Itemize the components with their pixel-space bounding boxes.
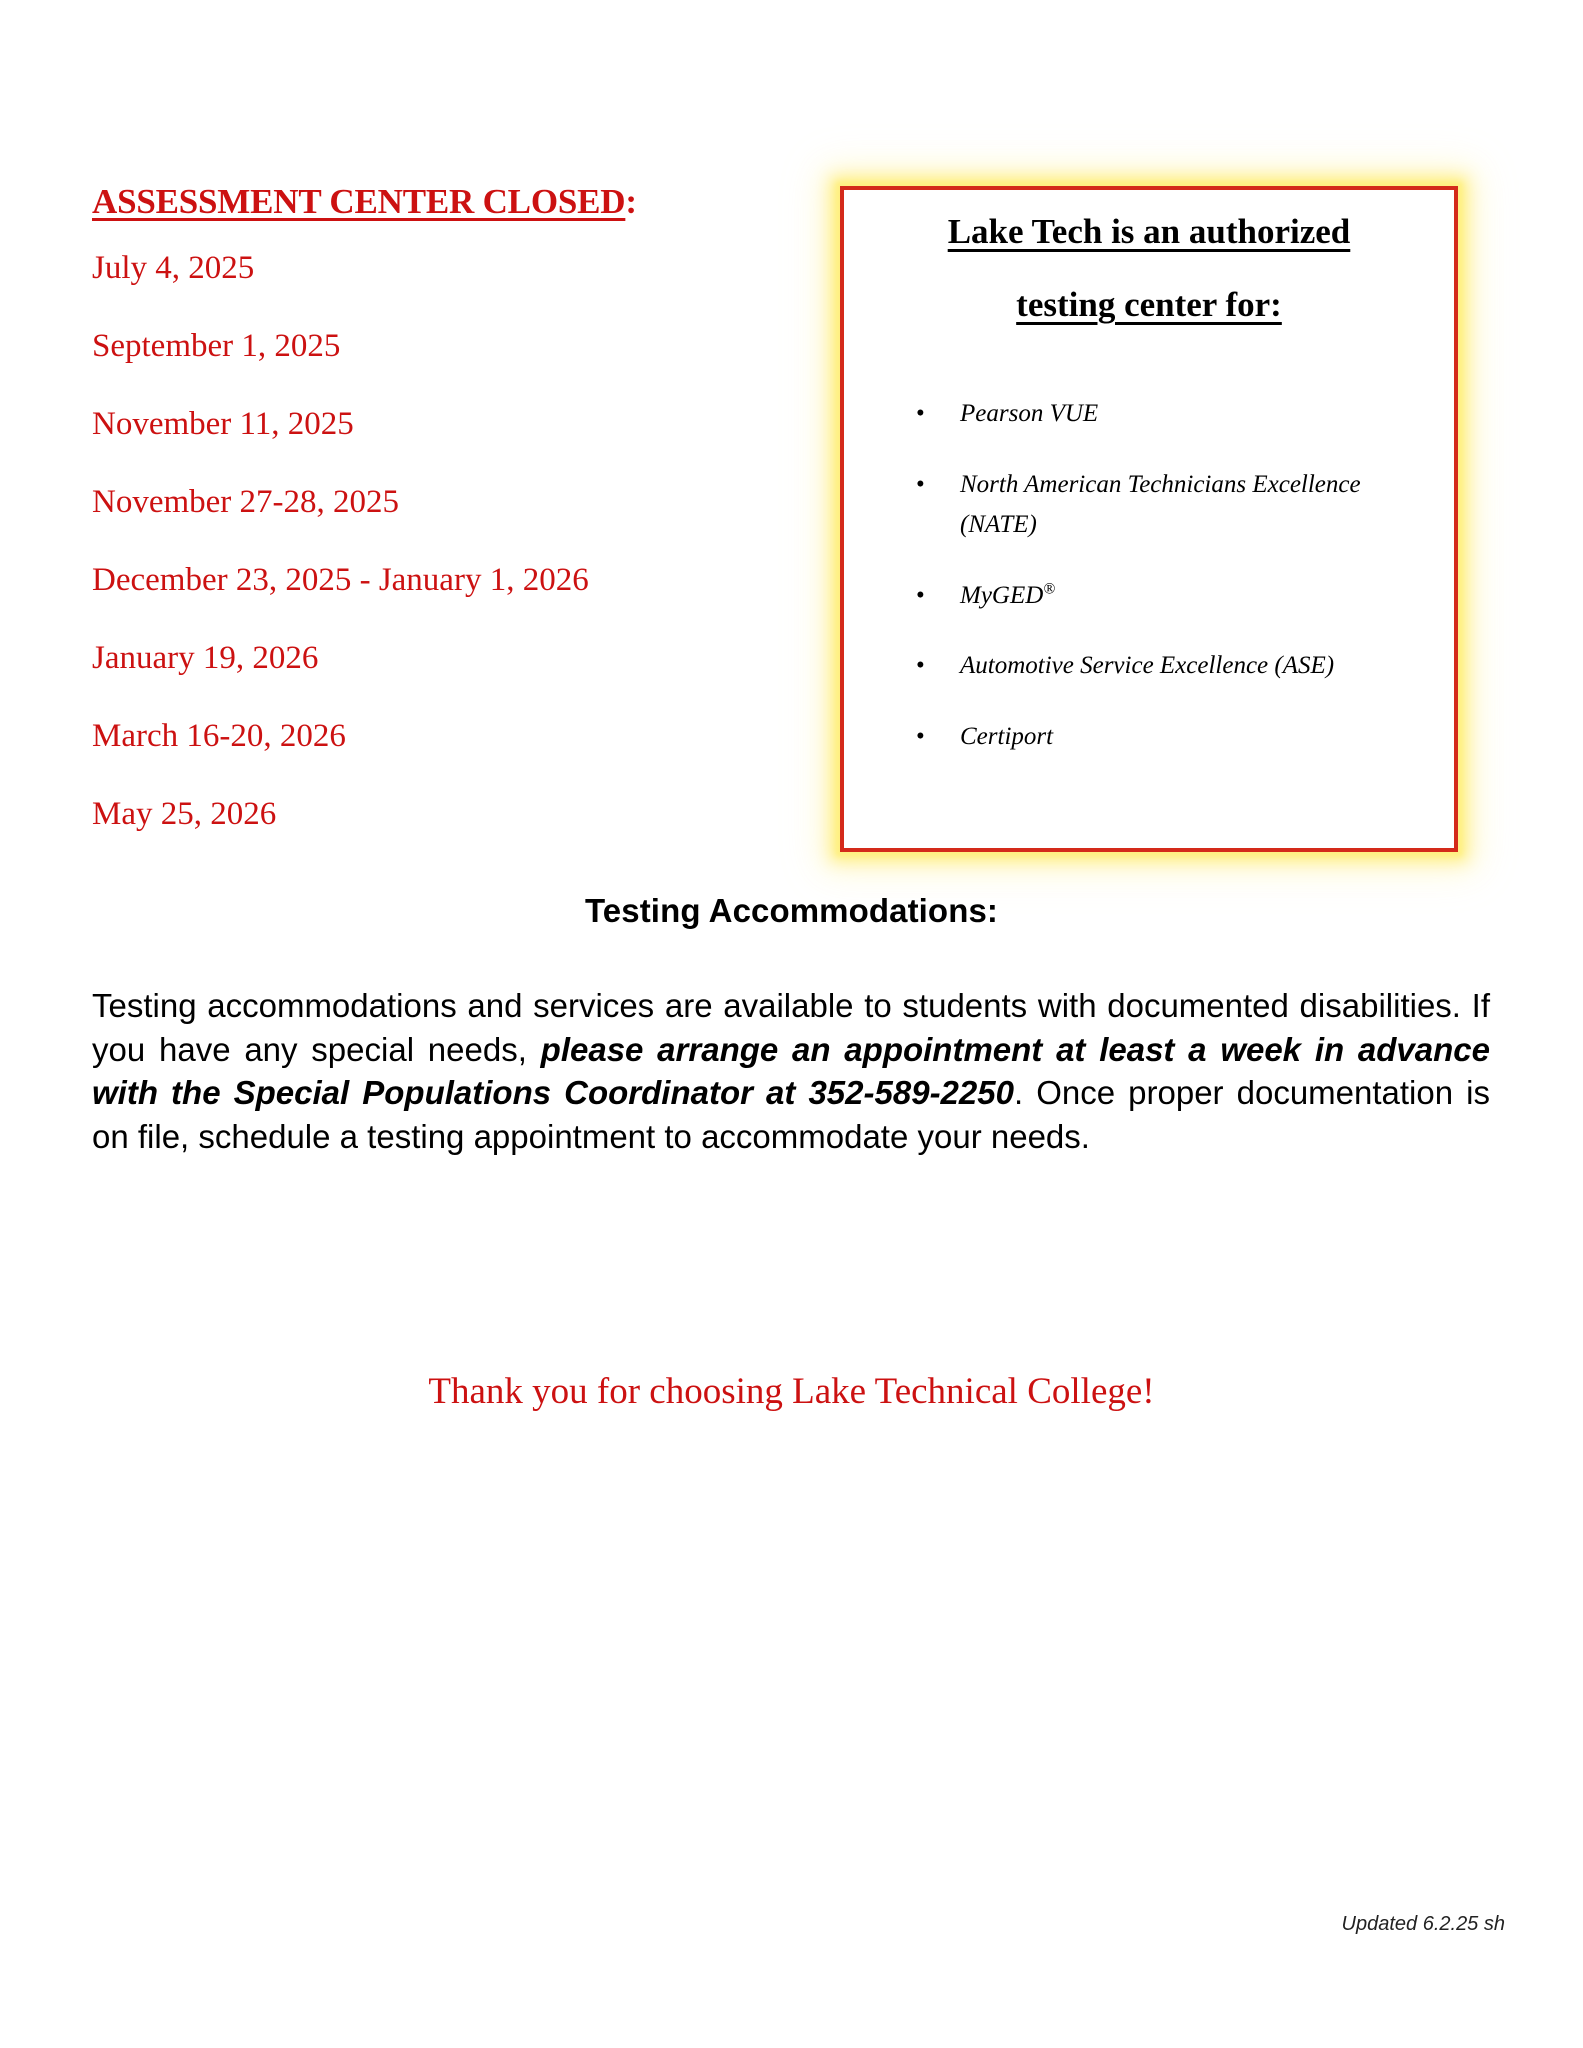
authorized-box-title-line1: Lake Tech is an authorized xyxy=(947,212,1351,251)
closed-date-item: November 11, 2025 xyxy=(92,406,354,442)
bullet-icon: • xyxy=(916,652,925,679)
list-item-label: Certiport xyxy=(960,722,1054,750)
closed-date-item: January 19, 2026 xyxy=(92,640,319,676)
paragraph-part-one: Testing accommodations and services are available to students with documented disabilities. If you have any special needs, xyxy=(92,987,1490,1068)
closed-date-item: May 25, 2026 xyxy=(92,796,277,832)
list-item xyxy=(916,465,1418,546)
assessment-center-closed-block xyxy=(92,182,782,831)
list-item-superscript: ® xyxy=(1043,580,1056,598)
authorized-box-title xyxy=(870,214,1428,322)
assessment-center-closed-heading xyxy=(92,182,782,222)
list-item-label: North American Technicians Excellence (NATE) xyxy=(960,470,1361,538)
list-item xyxy=(916,394,1418,435)
list-item-label: Pearson VUE xyxy=(960,400,1099,427)
authorized-testing-center-box xyxy=(840,186,1458,852)
list-item-label: MyGED xyxy=(960,581,1044,609)
paragraph-part-two: . Once proper documentation is on file, schedule a testing appointment to accommodate your needs. xyxy=(92,1074,1490,1155)
list-item xyxy=(916,646,1418,687)
closed-date-item: November 27-28, 2025 xyxy=(92,484,400,520)
closed-date-item: March 16-20, 2026 xyxy=(92,718,346,754)
authorized-vendor-list xyxy=(870,394,1428,757)
bullet-icon: • xyxy=(916,400,925,427)
closed-date-item: December 23, 2025 - January 1, 2026 xyxy=(92,562,589,598)
bullet-icon: • xyxy=(916,470,925,498)
bullet-icon: • xyxy=(916,581,925,609)
testing-accommodations-paragraph xyxy=(92,984,1490,1158)
paragraph-emphasis: please arrange an appointment at least a week in advance with the Special Populations Coordinator at 352-589-2250 xyxy=(92,1030,1491,1112)
list-item xyxy=(916,717,1418,758)
bullet-icon: • xyxy=(916,722,925,750)
testing-accommodations-heading: Testing Accommodations: xyxy=(585,892,998,929)
authorized-box-border xyxy=(840,186,1458,852)
authorized-box-content xyxy=(844,190,1454,848)
closed-heading-underlined-text: ASSESSMENT CENTER CLOSED xyxy=(92,182,626,221)
thank-you-line: Thank you for choosing Lake Technical College! xyxy=(428,1371,1155,1412)
closed-date-item: July 4, 2025 xyxy=(92,250,255,286)
top-region xyxy=(0,0,1583,880)
updated-stamp: Updated 6.2.25 sh xyxy=(1341,1913,1505,1935)
list-item xyxy=(916,576,1418,617)
closed-heading-colon: : xyxy=(625,182,637,221)
closed-date-item: September 1, 2025 xyxy=(92,328,341,364)
list-item-label: Automotive Service Excellence (ASE) xyxy=(960,652,1335,679)
authorized-box-title-line2: testing center for: xyxy=(1016,285,1282,324)
